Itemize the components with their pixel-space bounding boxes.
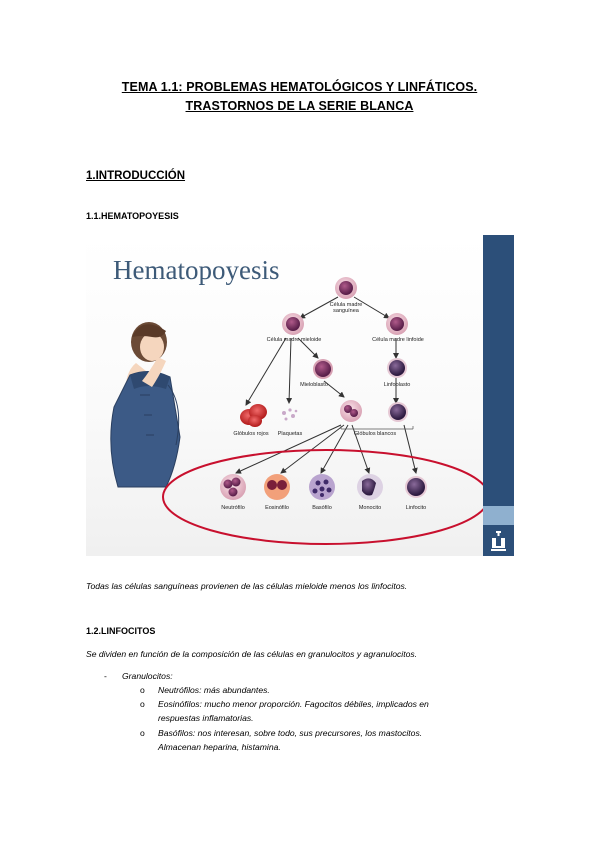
subsection-heading-linfocitos: 1.2.LINFOCITOS [86,626,156,636]
sublist-item-basofilos: Basófilos: nos interesan, sobre todo, sus precursores, los mastocitos. Almacenan heparina, histamina. [158,728,423,752]
figure-title: Hematopoyesis [113,255,280,285]
label-myeloblast: Mieloblasto [300,382,328,388]
hematopoiesis-figure [86,235,514,556]
basophil-cell [309,474,335,500]
label-eosinophil: Eosinófilo [265,505,289,511]
label-basophil: Basófilo [312,505,332,511]
lymphocyte-cell [405,476,427,498]
platelets [282,408,297,420]
label-monocyte: Monocito [358,505,382,511]
lymphoid-stem-cell [386,313,408,335]
list-dash-marker: - [104,671,107,681]
lymphoblast-cell [387,358,407,378]
document-title-line-1: TEMA 1.1: PROBLEMAS HEMATOLÓGICOS Y LINFÁTICOS. [121,80,478,94]
university-logo-icon [489,531,508,551]
subsection-heading-hematopoyesis: 1.1.HEMATOPOYESIS [86,211,179,221]
red-blood-cells [240,404,267,427]
myeloid-stem-cell [282,313,304,335]
myeloblast-cell [313,359,333,379]
document-title-line-2: TRASTORNOS DE LA SERIE BLANCA [185,99,414,113]
label-stem-cell: Célula madre sanguínea [329,302,363,314]
stem-cell [335,277,357,299]
neutrophil-cell [220,474,246,500]
eosinophil-cell [264,474,290,500]
sublist-item-neutrofilos: Neutrófilos: más abundantes. [158,685,270,695]
label-lymphoblast: Linfoblasto [383,382,411,388]
figure-side-bar-light-band [483,506,514,525]
label-red-blood-cells: Glóbulos rojos [233,431,269,437]
section-heading-introduccion: 1.INTRODUCCIÓN [86,170,186,182]
sublist-marker: o [140,699,145,709]
sublist-marker: o [140,685,145,695]
sublist-item-eosinofilos: Eosinófilos: mucho menor proporción. Fagocitos débiles, implicados en respuestas inflamatorias. [158,699,429,723]
label-neutrophil: Neutrófilo [221,505,245,511]
label-platelets: Plaquetas [277,431,303,437]
label-white-blood-cells: Glóbulos blancos [353,431,397,437]
list-item-granulocitos: Granulocitos: [122,671,173,681]
label-lymphoid: Célula madre linfoide [372,337,424,343]
white-blood-cell-group [340,400,408,422]
label-myeloid: Célula madre mieloide [266,337,322,343]
label-lymphocyte: Linfocito [405,505,427,511]
thinking-woman-illustration [111,322,180,487]
monocyte-cell [357,474,383,500]
intro-paragraph: Se dividen en función de la composición de las células en granulocitos y agranulocitos. [86,649,418,659]
sublist-marker: o [140,728,145,738]
figure-caption: Todas las células sanguíneas provienen de las células mieloide menos los linfocitos. [86,581,408,591]
